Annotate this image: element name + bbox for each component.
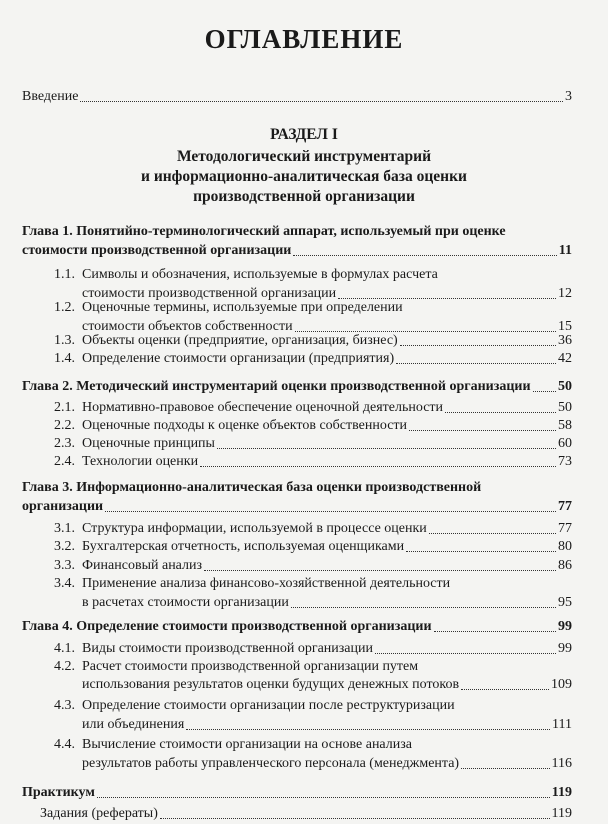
item-number: 4.3. [54,698,75,713]
entry-page: 111 [552,717,572,732]
entry-page: 73 [558,454,572,469]
entry-page: 109 [551,677,572,692]
toc-entry-practicum[interactable] [22,783,572,802]
item-line1: Расчет стоимости производственной организации путем [82,659,419,674]
item-number: 2.4. [54,454,75,469]
leader-dots [293,255,556,256]
toc-entry-2-1[interactable] [82,398,572,417]
entry-label: Финансовый анализ [82,558,203,573]
entry-page: 99 [558,641,572,656]
toc-entry-2-2[interactable] [82,416,572,435]
leader-dots [461,689,549,690]
toc-entry-1-3[interactable] [82,331,572,350]
toc-entry-chapter-1[interactable] [22,241,572,260]
item-number: 3.2. [54,539,75,554]
item-line1: Вычисление стоимости организации на основе анализа [82,737,412,752]
toc-entry-3-4[interactable] [82,593,572,612]
entry-page: 77 [558,499,572,514]
item-line1: Определение стоимости организации после реструктуризации [82,698,455,713]
item-line1: Оценочные термины, используемые при определении [82,300,403,315]
entry-label: Введение [22,89,79,104]
toc-entry-tasks[interactable] [40,804,572,823]
entry-page: 15 [558,319,572,334]
item-number: 4.1. [54,641,75,656]
entry-page: 99 [558,619,572,634]
item-number: 1.1. [54,267,75,282]
entry-label: Виды стоимости производственной организации [82,641,373,656]
entry-label: Задания (рефераты) [40,806,158,821]
leader-dots [217,448,556,449]
entry-label: стоимости производственной организации [22,243,292,258]
toc-entry-4-1[interactable] [82,639,572,658]
toc-entry-4-2[interactable] [82,675,572,694]
entry-label: Технологии оценки [82,454,199,469]
toc-entry-3-3[interactable] [82,556,572,575]
section-title-line: и информационно-аналитическая база оценки [141,168,467,185]
toc-entry-3-2[interactable] [82,537,572,556]
leader-dots [445,412,556,413]
entry-label: стоимости объектов собственности [82,319,293,334]
leader-dots [400,345,556,346]
entry-label: организации [22,499,104,514]
toc-entry-chapter-2[interactable] [22,377,572,396]
entry-page: 3 [565,89,572,104]
toc-entry-3-1[interactable] [82,519,572,538]
toc-entry-chapter-4[interactable] [22,617,572,636]
entry-label: Объекты оценки (предприятие, организация, бизнес) [82,333,398,348]
toc-title: ОГЛАВЛЕНИЕ [204,24,404,54]
toc-entry-2-3[interactable] [82,434,572,453]
entry-label: Нормативно-правовое обеспечение оценочной деятельности [82,400,444,415]
entry-page: 11 [558,243,572,258]
entry-page: 36 [558,333,572,348]
entry-label: Оценочные принципы [82,436,215,451]
section-label: РАЗДЕЛ I [270,126,338,143]
item-number: 3.3. [54,558,75,573]
toc-entry-intro[interactable] [22,87,572,106]
entry-label: Бухгалтерская отчетность, используемая оценщиками [82,539,405,554]
item-number: 1.4. [54,351,75,366]
leader-dots [291,607,556,608]
toc-entry-1-4[interactable] [82,349,572,368]
leader-dots [461,768,549,769]
entry-label: Структура информации, используемой в процессе оценки [82,521,427,536]
item-number: 2.2. [54,418,75,433]
item-number: 1.2. [54,300,75,315]
item-line1: Символы и обозначения, используемые в формулах расчета [82,267,438,282]
leader-dots [533,391,556,392]
entry-page: 12 [558,286,572,301]
entry-label: результатов работы управленческого персонала (менеджмента) [82,756,460,771]
item-number: 4.2. [54,659,75,674]
entry-page: 50 [558,379,572,394]
entry-page: 77 [558,521,572,536]
section-title-line: Методологический инструментарий [176,148,432,165]
entry-page: 116 [551,756,572,771]
section-title-line: производственной организации [193,188,415,205]
toc-entry-2-4[interactable] [82,452,572,471]
entry-label: Оценочные подходы к оценке объектов собственности [82,418,408,433]
entry-page: 60 [558,436,572,451]
leader-dots [409,430,556,431]
item-number: 1.3. [54,333,75,348]
entry-page: 86 [558,558,572,573]
leader-dots [97,797,550,798]
entry-label: в расчетах стоимости организации [82,595,289,610]
entry-page: 95 [558,595,572,610]
item-number: 3.1. [54,521,75,536]
leader-dots [434,631,556,632]
entry-label: или объединения [82,717,185,732]
leader-dots [200,466,556,467]
chapter-1-line1: Глава 1. Понятийно-терминологический аппарат, используемый при оценке [22,224,506,239]
entry-label: Практикум [22,785,95,800]
item-number: 2.1. [54,400,75,415]
leader-dots [375,653,556,654]
entry-label: Глава 4. Определение стоимости производственной организации [22,619,432,634]
entry-page: 80 [558,539,572,554]
toc-entry-4-4[interactable] [82,754,572,773]
entry-label: использования результатов оценки будущих денежных потоков [82,677,460,692]
leader-dots [186,729,550,730]
toc-entry-4-3[interactable] [82,715,572,734]
section-title [0,147,608,207]
item-number: 4.4. [54,737,75,752]
item-line1: Применение анализа финансово-хозяйственной деятельности [82,576,451,591]
item-number: 2.3. [54,436,75,451]
entry-page: 58 [558,418,572,433]
chapter-3-line1: Глава 3. Информационно-аналитическая база оценки производственной [22,480,482,495]
entry-page: 119 [551,785,572,800]
leader-dots [396,363,556,364]
entry-label: стоимости производственной организации [82,286,337,301]
entry-page: 42 [558,351,572,366]
entry-page: 50 [558,400,572,415]
leader-dots [160,818,550,819]
item-number: 3.4. [54,576,75,591]
leader-dots [105,511,556,512]
entry-page: 119 [551,806,572,821]
entry-label: Определение стоимости организации (предприятия) [82,351,395,366]
leader-dots [429,533,556,534]
toc-entry-chapter-3[interactable] [22,497,572,516]
leader-dots [204,570,556,571]
leader-dots [80,101,563,102]
leader-dots [406,551,556,552]
entry-label: Глава 2. Методический инструментарий оценки производственной организации [22,379,531,394]
